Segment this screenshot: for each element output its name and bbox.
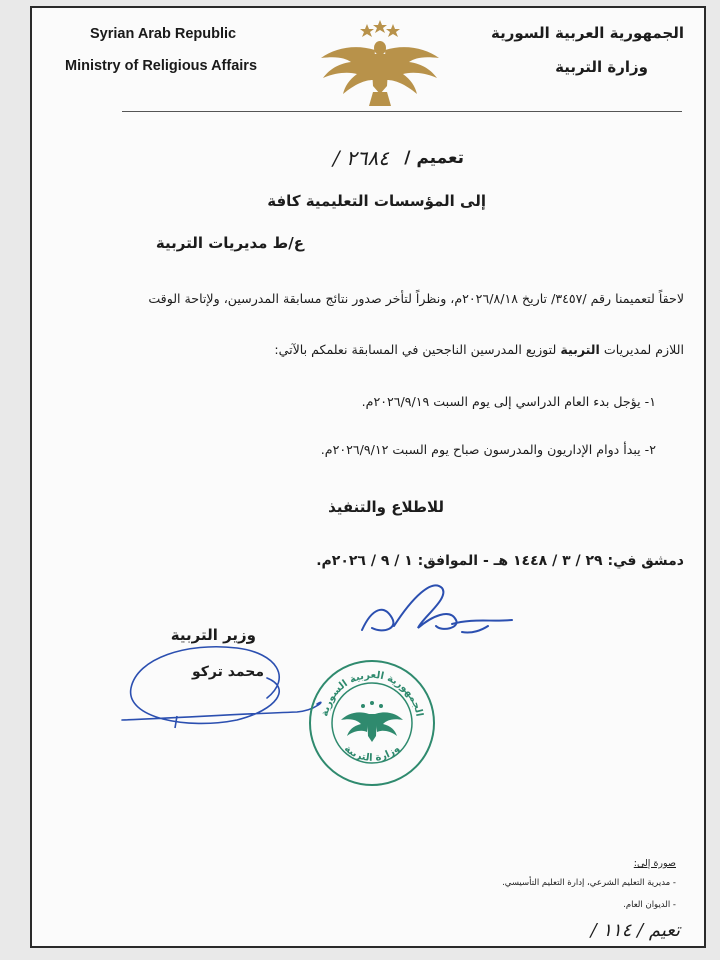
body-line-1: لاحقاً لتعميمنا رقم /٣٤٥٧/ تاريخ ٢٠٢٦/٨/١٨م، ونظراً لتأخر صدور نتائج مسابقة المدرسين، ولإتاحة الوقت	[148, 291, 684, 306]
body-line-2-end: لتوزيع المدرسين الناجحين في المسابقة نعلمكم بالآتي:	[274, 342, 557, 357]
header-ar-country: الجمهورية العربية السورية	[491, 24, 684, 42]
svg-text:الجمهورية العربية السورية	[319, 670, 424, 718]
stamp-bottom-text: وزارة التربية	[341, 743, 403, 764]
copies-item-1: - مديرية التعليم الشرعي، إدارة التعليم التأسيسي.	[502, 878, 676, 888]
addressee: إلى المؤسسات التعليمية كافة	[267, 192, 486, 210]
svg-text:وزارة التربية	[342, 743, 402, 764]
body-line-2-emphasis: التربية	[560, 342, 600, 357]
signatory-name: محمد تركو	[192, 664, 264, 680]
body-line-2-start: اللازم لمديريات	[603, 342, 684, 357]
body-item-2: ٢- يبدأ دوام الإداريون والمدرسون صباح يوم السبت ٢٠٢٦/٩/١٢م.	[320, 442, 656, 457]
header-ar-ministry: وزارة التربية	[555, 58, 648, 76]
closing-line: للاطلاع والتنفيذ	[328, 498, 444, 516]
header-en-country: Syrian Arab Republic	[90, 26, 237, 42]
minister-signature	[332, 568, 532, 648]
date-line: دمشق في: ٢٩ / ٣ / ١٤٤٨ هـ - الموافق: ١ / ٩ / ٢٠٢٦م.	[316, 553, 684, 569]
official-stamp	[307, 658, 437, 788]
document-page	[30, 6, 706, 948]
footer-handwritten-note: تعيم / ١١٤ /	[590, 920, 680, 941]
header-en-ministry: Ministry of Religious Affairs	[65, 58, 258, 74]
attention-line: ع/ط مديريات التربية	[155, 234, 304, 252]
copies-item-2: - الديوان العام.	[623, 900, 676, 910]
eagle-emblem-icon	[315, 14, 445, 110]
header-divider	[122, 111, 682, 112]
circular-number: ٢٦٨٤ /	[332, 146, 389, 170]
stamp-top-text: الجمهورية العربية السورية	[319, 669, 425, 718]
circular-label: تعميم /	[404, 148, 464, 168]
copies-heading: صورة إلى:	[633, 858, 676, 869]
signatory-title: وزير التربية	[170, 626, 256, 644]
stamp-eagle-icon	[341, 701, 403, 742]
body-item-1: ١- يؤجل بدء العام الدراسي إلى يوم السبت ٢٠٢٦/٩/١٩م.	[361, 394, 656, 409]
body-line-2	[44, 342, 684, 357]
